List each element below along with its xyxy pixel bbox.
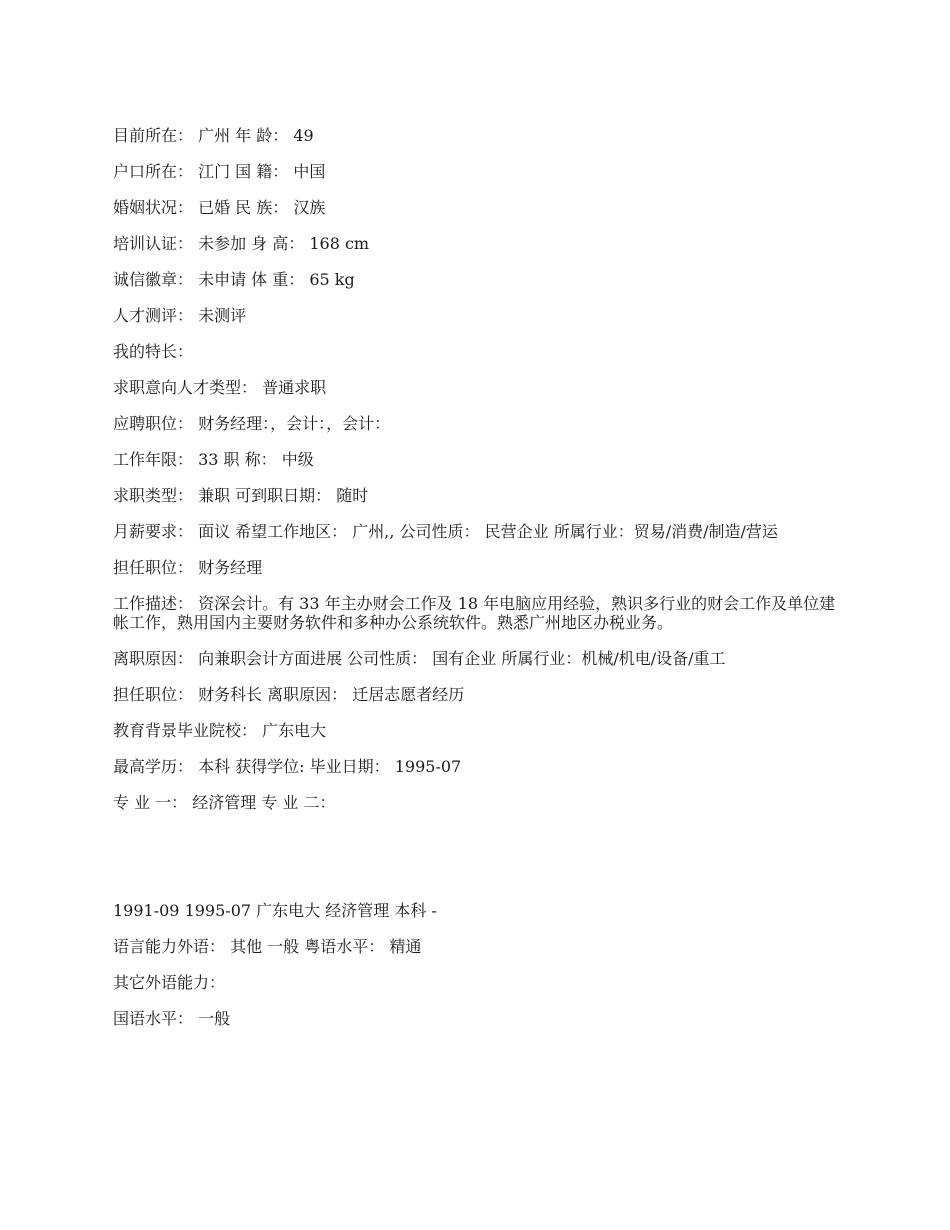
- specialty-line: 我的特长：: [113, 342, 194, 361]
- job-intention-type-line: 求职意向人才类型： 普通求职: [113, 378, 327, 397]
- other-language-line: 其它外语能力：: [113, 973, 226, 992]
- highest-degree-line: 最高学历： 本科 获得学位: 毕业日期： 1995-07: [113, 757, 462, 776]
- position-held-volunteer-line: 担任职位： 财务科长 离职原因： 迁居志愿者经历: [113, 685, 465, 704]
- work-years-title-line: 工作年限： 33 职 称： 中级: [113, 450, 314, 469]
- position-held-line: 担任职位： 财务经理: [113, 558, 263, 577]
- education-school-line: 教育背景毕业院校： 广东电大: [113, 721, 327, 740]
- training-height-line: 培训认证： 未参加 身 高： 168 cm: [113, 234, 370, 253]
- resume-content: [113, 126, 843, 1045]
- talent-assessment-line: 人才测评： 未测评: [113, 306, 247, 325]
- education-history-line: 1991-09 1995-07 广东电大 经济管理 本科 -: [113, 901, 437, 920]
- marital-ethnicity-line: 婚姻状况： 已婚 民 族： 汉族: [113, 198, 326, 217]
- section-gap: [113, 829, 843, 901]
- language-ability-line: 语言能力外语： 其他 一般 粤语水平： 精通: [113, 937, 422, 956]
- job-type-availability-line: 求职类型： 兼职 可到职日期： 随时: [113, 486, 369, 505]
- salary-region-industry-line: 月薪要求： 面议 希望工作地区： 广州,, 公司性质： 民营企业 所属行业：贸易/消费/制造/营运: [113, 522, 778, 541]
- majors-line: 专 业 一： 经济管理 专 业 二：: [113, 793, 336, 812]
- mandarin-level-line: 国语水平： 一般: [113, 1009, 231, 1028]
- hukou-nationality-line: 户口所在： 江门 国 籍： 中国: [113, 162, 326, 181]
- work-description-line: 工作描述： 资深会计。有 33 年主办财会工作及 18 年电脑应用经验，熟识多行业的财会工作及单位建帐工作，熟用国内主要财务软件和多种办公系统软件。熟悉广州地区办税业务。: [113, 594, 836, 632]
- leaving-reason-company-line: 离职原因： 向兼职会计方面进展 公司性质： 国有企业 所属行业：机械/机电/设备/重工: [113, 649, 726, 668]
- credit-weight-line: 诚信徽章： 未申请 体 重： 65 kg: [113, 270, 355, 289]
- applied-position-line: 应聘职位： 财务经理：，会计：，会计：: [113, 414, 391, 433]
- current-location-age-line: 目前所在： 广州 年 龄： 49: [113, 126, 314, 145]
